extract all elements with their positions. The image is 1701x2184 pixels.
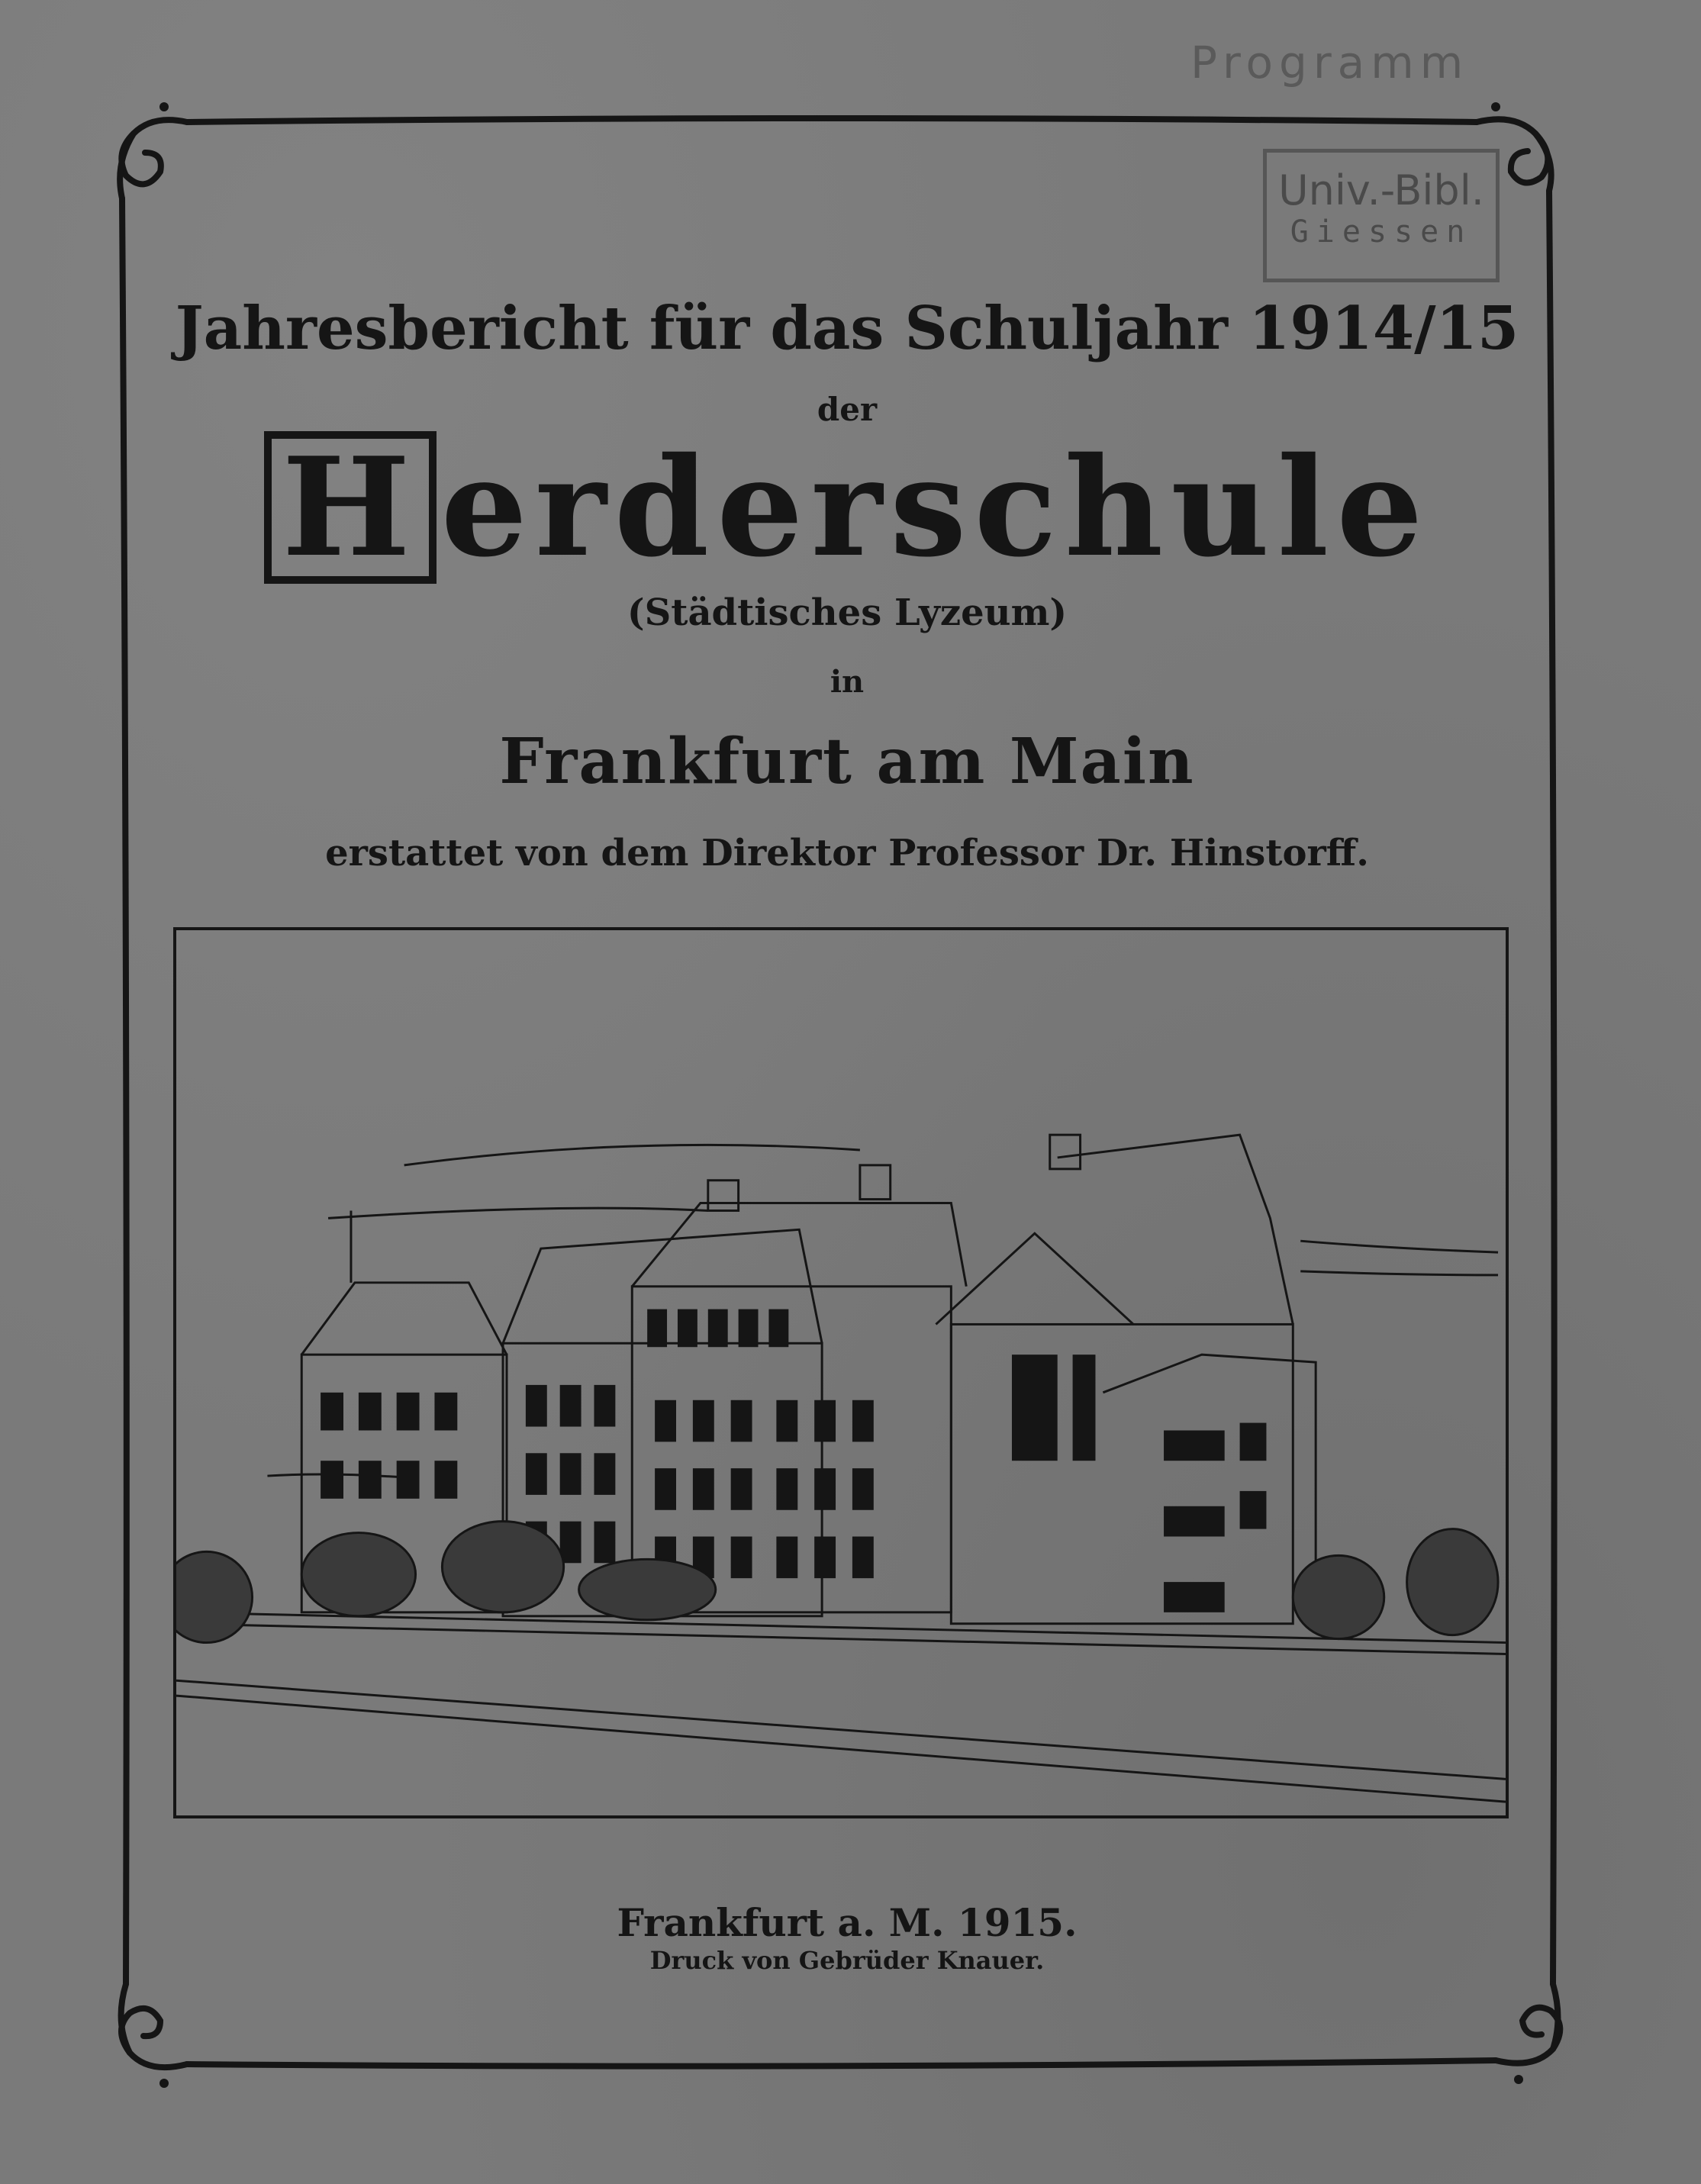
school-subtitle: (Städtisches Lyzeum) <box>627 591 1068 634</box>
school-name-initial: H <box>264 431 437 584</box>
school-name <box>122 427 1572 587</box>
article-der: der <box>817 391 878 428</box>
imprint-place-year: Frankfurt a. M. 1915. <box>617 1900 1078 1945</box>
stamp-line-2: Giessen <box>1290 214 1473 250</box>
stamp-line-1: Univ.-Bibl. <box>1278 166 1484 214</box>
school-name-rest: erderschule <box>440 427 1431 587</box>
author-line: erstattet von dem Direktor Professor Dr. Hinstorff. <box>325 832 1369 875</box>
school-building-icon <box>176 930 1506 1815</box>
pencil-annotation: Programm <box>1190 37 1470 89</box>
city-name: Frankfurt am Main <box>499 725 1195 798</box>
imprint-printer: Druck von Gebrüder Knauer. <box>649 1946 1045 1975</box>
preposition-in: in <box>830 664 865 700</box>
school-building-drawing <box>173 927 1509 1818</box>
report-heading: Jahresbericht für das Schuljahr 1914/15 <box>175 294 1519 363</box>
